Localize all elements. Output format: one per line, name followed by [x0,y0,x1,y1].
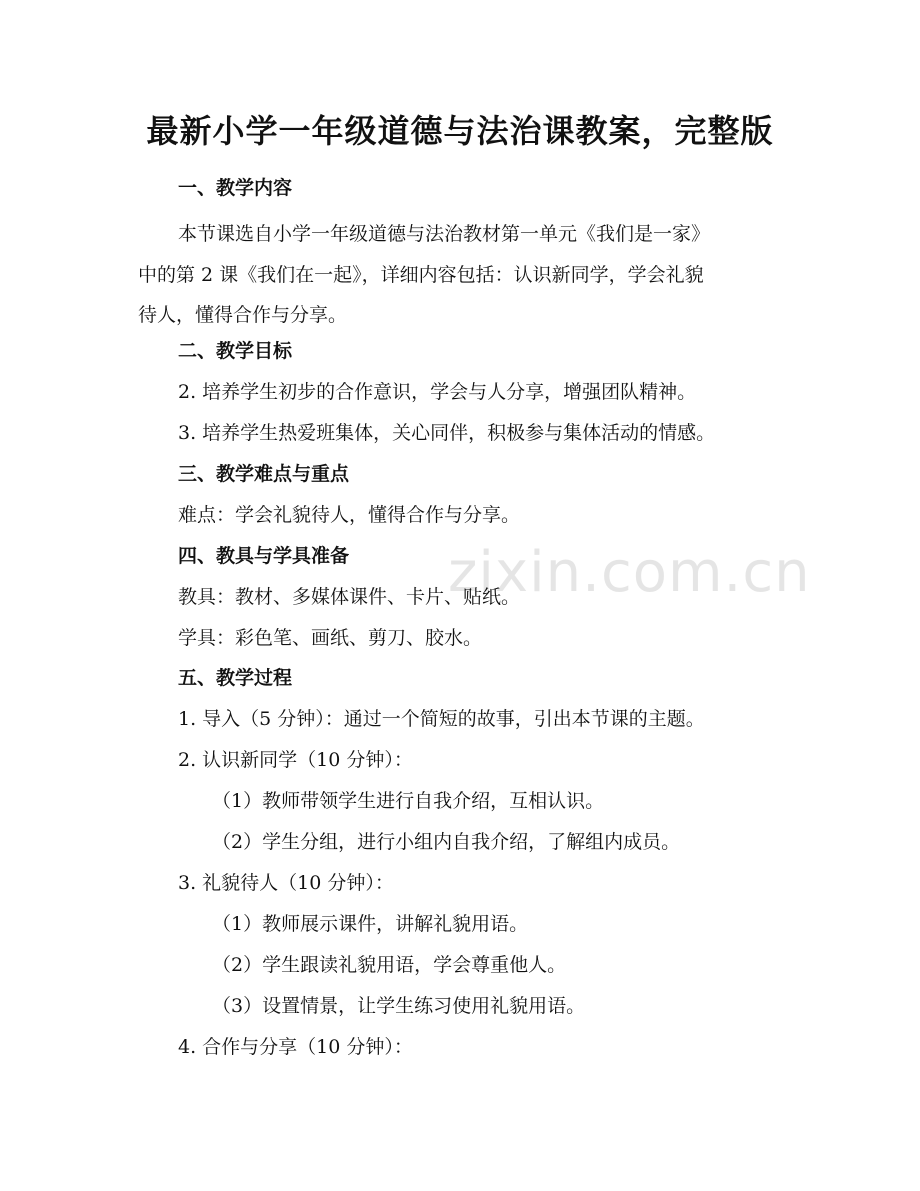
content-line-1: 本节课选自小学一年级道德与法治教材第一单元《我们是一家》 [178,223,711,245]
document-title: 最新小学一年级道德与法治课教案，完整版 [146,112,774,150]
section-heading-process: 五、教学过程 [178,667,293,689]
process-substep: （1）教师带领学生进行自我介绍，互相认识。 [212,790,605,812]
objective-item: 2. 培养学生初步的合作意识，学会与人分享，增强团队精神。 [178,381,697,403]
teacher-materials: 教具：教材、多媒体课件、卡片、贴纸。 [178,586,521,608]
section-heading-objectives: 二、教学目标 [178,340,293,362]
process-step: 3. 礼貌待人（10 分钟）： [178,872,394,894]
process-step: 4. 合作与分享（10 分钟）： [178,1036,413,1058]
section-heading-content: 一、教学内容 [178,177,293,199]
student-materials: 学具：彩色笔、画纸、剪刀、胶水。 [178,627,483,649]
section-heading-key-points: 三、教学难点与重点 [178,463,350,485]
objective-item: 3. 培养学生热爱班集体，关心同伴，积极参与集体活动的情感。 [178,422,716,444]
watermark: zixin.com.cn [448,540,811,605]
process-substep: （1）教师展示课件，讲解礼貌用语。 [212,913,529,935]
difficulty-text: 难点：学会礼貌待人，懂得合作与分享。 [178,504,521,526]
process-step: 2. 认识新同学（10 分钟）： [178,749,413,771]
process-substep: （2）学生跟读礼貌用语，学会尊重他人。 [212,954,567,976]
process-substep: （3）设置情景，让学生练习使用礼貌用语。 [212,995,586,1017]
process-substep: （2）学生分组，进行小组内自我介绍，了解组内成员。 [212,831,681,853]
section-heading-materials: 四、教具与学具准备 [178,545,350,567]
content-line-2: 中的第 2 课《我们在一起》，详细内容包括：认识新同学，学会礼貌 [138,263,704,286]
content-paragraph [138,214,778,336]
content-line-3: 待人，懂得合作与分享。 [138,304,348,326]
process-step: 1. 导入（5 分钟）：通过一个简短的故事，引出本节课的主题。 [178,708,705,730]
